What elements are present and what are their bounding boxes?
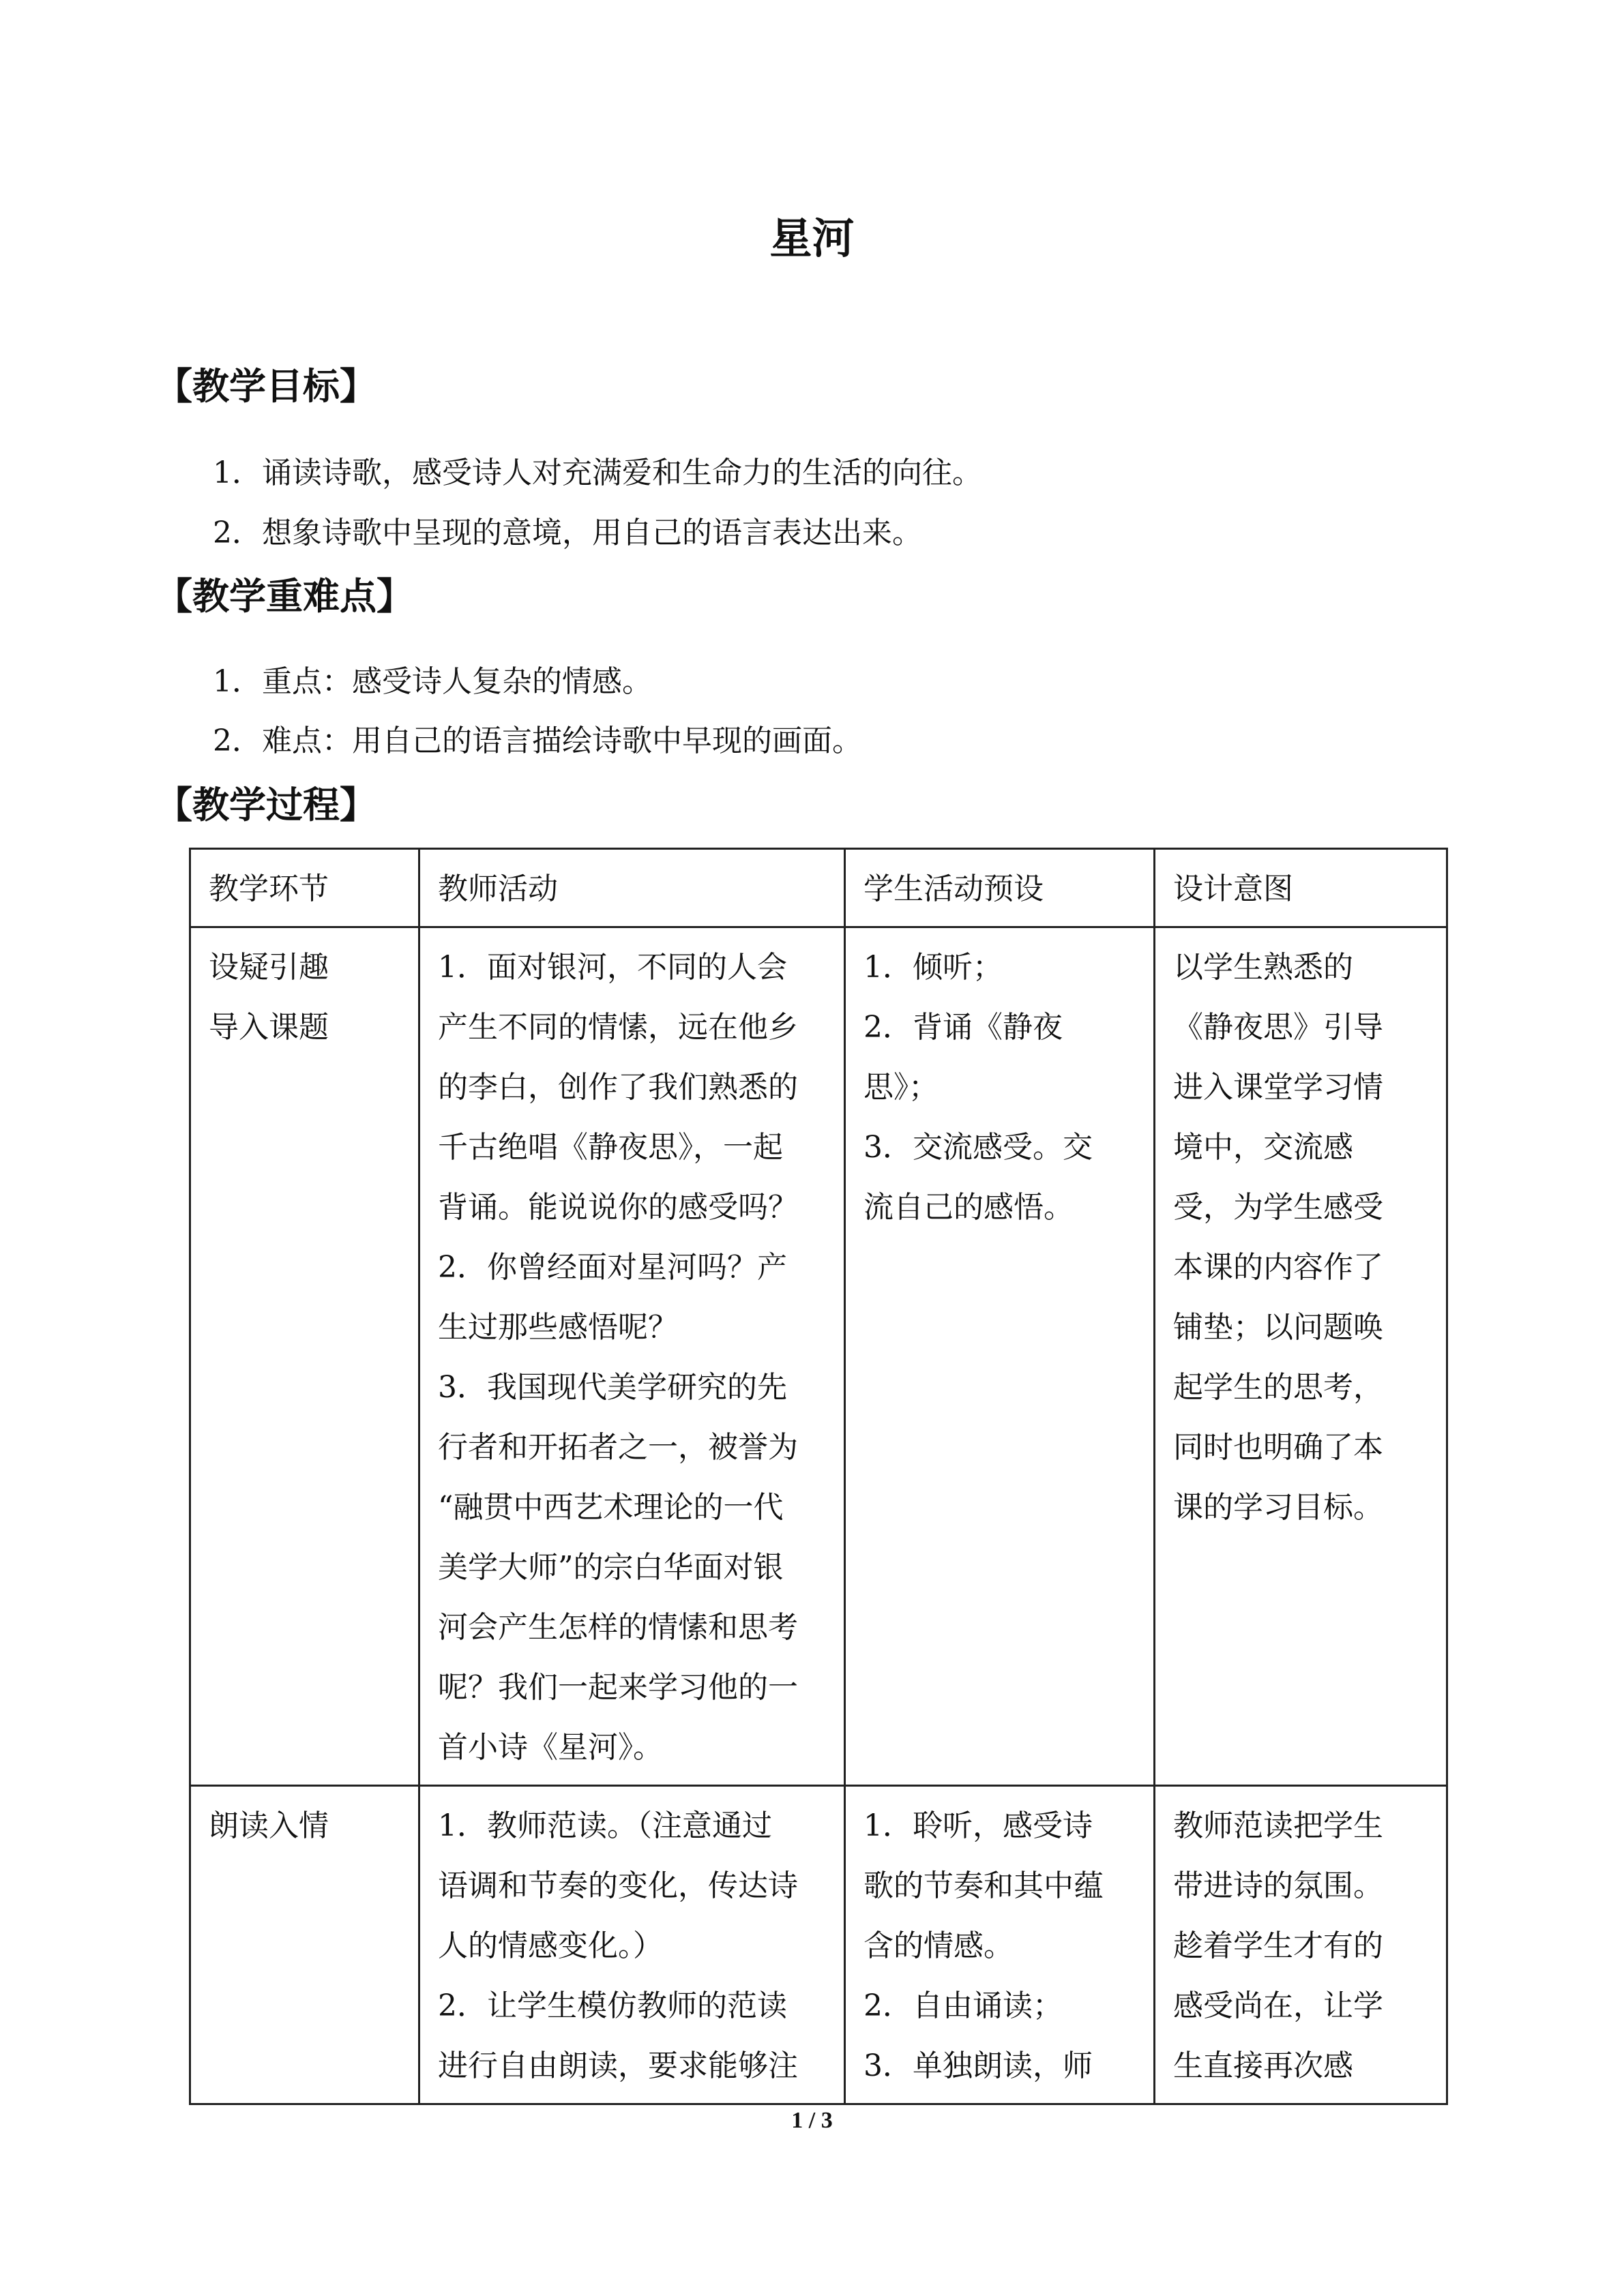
cell-line: 语调和节奏的变化，传达诗 (438, 1868, 798, 1903)
key-point-item: 2．难点：用自己的语言描绘诗歌中早现的画面。 (213, 724, 862, 758)
objective-item: 1．诵读诗歌，感受诗人对充满爱和生命力的生活的向往。 (213, 456, 982, 490)
cell-line: 产生不同的情愫，远在他乡 (438, 1010, 798, 1045)
cell-line: 3．我国现代美学研究的先 (438, 1370, 787, 1405)
cell-line: 以学生熟悉的 (1173, 950, 1353, 985)
cell-line: 首小诗《星河》。 (438, 1730, 663, 1765)
cell-line: 设疑引趣 (209, 950, 329, 985)
cell-line: 趁着学生才有的 (1173, 1928, 1383, 1963)
cell-line: 感受尚在，让学 (1173, 1988, 1383, 2023)
cell-intent (1155, 1786, 1447, 2104)
cell-line: 进行自由朗读，要求能够注 (438, 2048, 798, 2083)
page-title: 星河 (769, 213, 855, 263)
cell-line: 的李白，创作了我们熟悉的 (438, 1070, 798, 1105)
cell-teacher (419, 927, 845, 1786)
cell-line: 本课的内容作了 (1173, 1250, 1383, 1285)
cell-line: 生过那些感悟呢？ (438, 1310, 678, 1345)
cell-line: 背诵。能说说你的感受吗？ (438, 1190, 798, 1225)
table-row (190, 927, 1447, 1786)
heading-objectives: 【教学目标】 (156, 365, 377, 408)
cell-line: 含的情感。 (863, 1928, 1014, 1963)
cell-line: 3．单独朗读，师 (863, 2048, 1093, 2083)
cell-line: 带进诗的氛围。 (1173, 1868, 1383, 1903)
cell-stage (190, 1786, 419, 2104)
cell-line: 河会产生怎样的情愫和思考 (438, 1610, 798, 1645)
cell-line: 1．面对银河，不同的人会 (438, 950, 787, 985)
cell-line: 美学大师”的宗白华面对银 (438, 1550, 784, 1585)
cell-line: 千古绝唱《静夜思》，一起 (438, 1130, 783, 1165)
cell-student (845, 927, 1155, 1786)
cell-line: 呢？我们一起来学习他的一 (438, 1670, 798, 1705)
header-stage: 教学环节 (190, 849, 419, 927)
cell-line: 2．让学生模仿教师的范读 (438, 1988, 787, 2023)
header-intent: 设计意图 (1155, 849, 1447, 927)
cell-intent (1155, 927, 1447, 1786)
cell-line: 铺垫；以问题唤 (1173, 1310, 1383, 1345)
cell-line: 导入课题 (209, 1010, 329, 1045)
cell-line: 歌的节奏和其中蕴 (863, 1868, 1104, 1903)
cell-line: 进入课堂学习情 (1173, 1070, 1383, 1105)
cell-line: 教师范读把学生 (1173, 1808, 1383, 1843)
cell-line: 起学生的思考， (1173, 1370, 1383, 1405)
cell-line: 课的学习目标。 (1173, 1490, 1383, 1525)
heading-key-points: 【教学重难点】 (156, 575, 413, 618)
teaching-process-table (189, 848, 1448, 2105)
cell-line: 1．教师范读。（注意通过 (438, 1808, 772, 1843)
cell-line: 受，为学生感受 (1173, 1190, 1383, 1225)
key-point-item: 1．重点：感受诗人复杂的情感。 (213, 664, 652, 699)
cell-line: 1．倾听； (863, 950, 1003, 985)
cell-line: “融贯中西艺术理论的一代 (438, 1490, 784, 1525)
cell-student (845, 1786, 1155, 2104)
cell-line: 2．背诵《静夜 (863, 1010, 1063, 1045)
cell-line: 朗读入情 (209, 1808, 329, 1843)
objective-item: 2．想象诗歌中呈现的意境，用自己的语言表达出来。 (213, 516, 922, 550)
cell-line: 境中，交流感 (1173, 1130, 1353, 1165)
cell-line: 思》； (863, 1070, 939, 1105)
cell-line: 流自己的感悟。 (863, 1190, 1074, 1225)
table-row (190, 1786, 1447, 2104)
cell-teacher (419, 1786, 845, 2104)
cell-stage (190, 927, 419, 1786)
cell-line: 2．自由诵读； (863, 1988, 1063, 2023)
header-student: 学生活动预设 (845, 849, 1155, 927)
cell-line: 《静夜思》引导 (1173, 1010, 1383, 1045)
table-header-row (190, 849, 1447, 927)
cell-line: 3．交流感受。交 (863, 1130, 1093, 1165)
cell-line: 行者和开拓者之一，被誉为 (438, 1430, 798, 1465)
cell-line: 1．聆听，感受诗 (863, 1808, 1093, 1843)
cell-line: 生直接再次感 (1173, 2048, 1353, 2083)
page-indicator: 1 / 3 (791, 2108, 833, 2133)
heading-process: 【教学过程】 (156, 784, 377, 826)
cell-line: 同时也明确了本 (1173, 1430, 1383, 1465)
header-teacher: 教师活动 (419, 849, 845, 927)
cell-line: 人的情感变化。） (438, 1928, 663, 1963)
cell-line: 2．你曾经面对星河吗？产 (438, 1250, 787, 1285)
